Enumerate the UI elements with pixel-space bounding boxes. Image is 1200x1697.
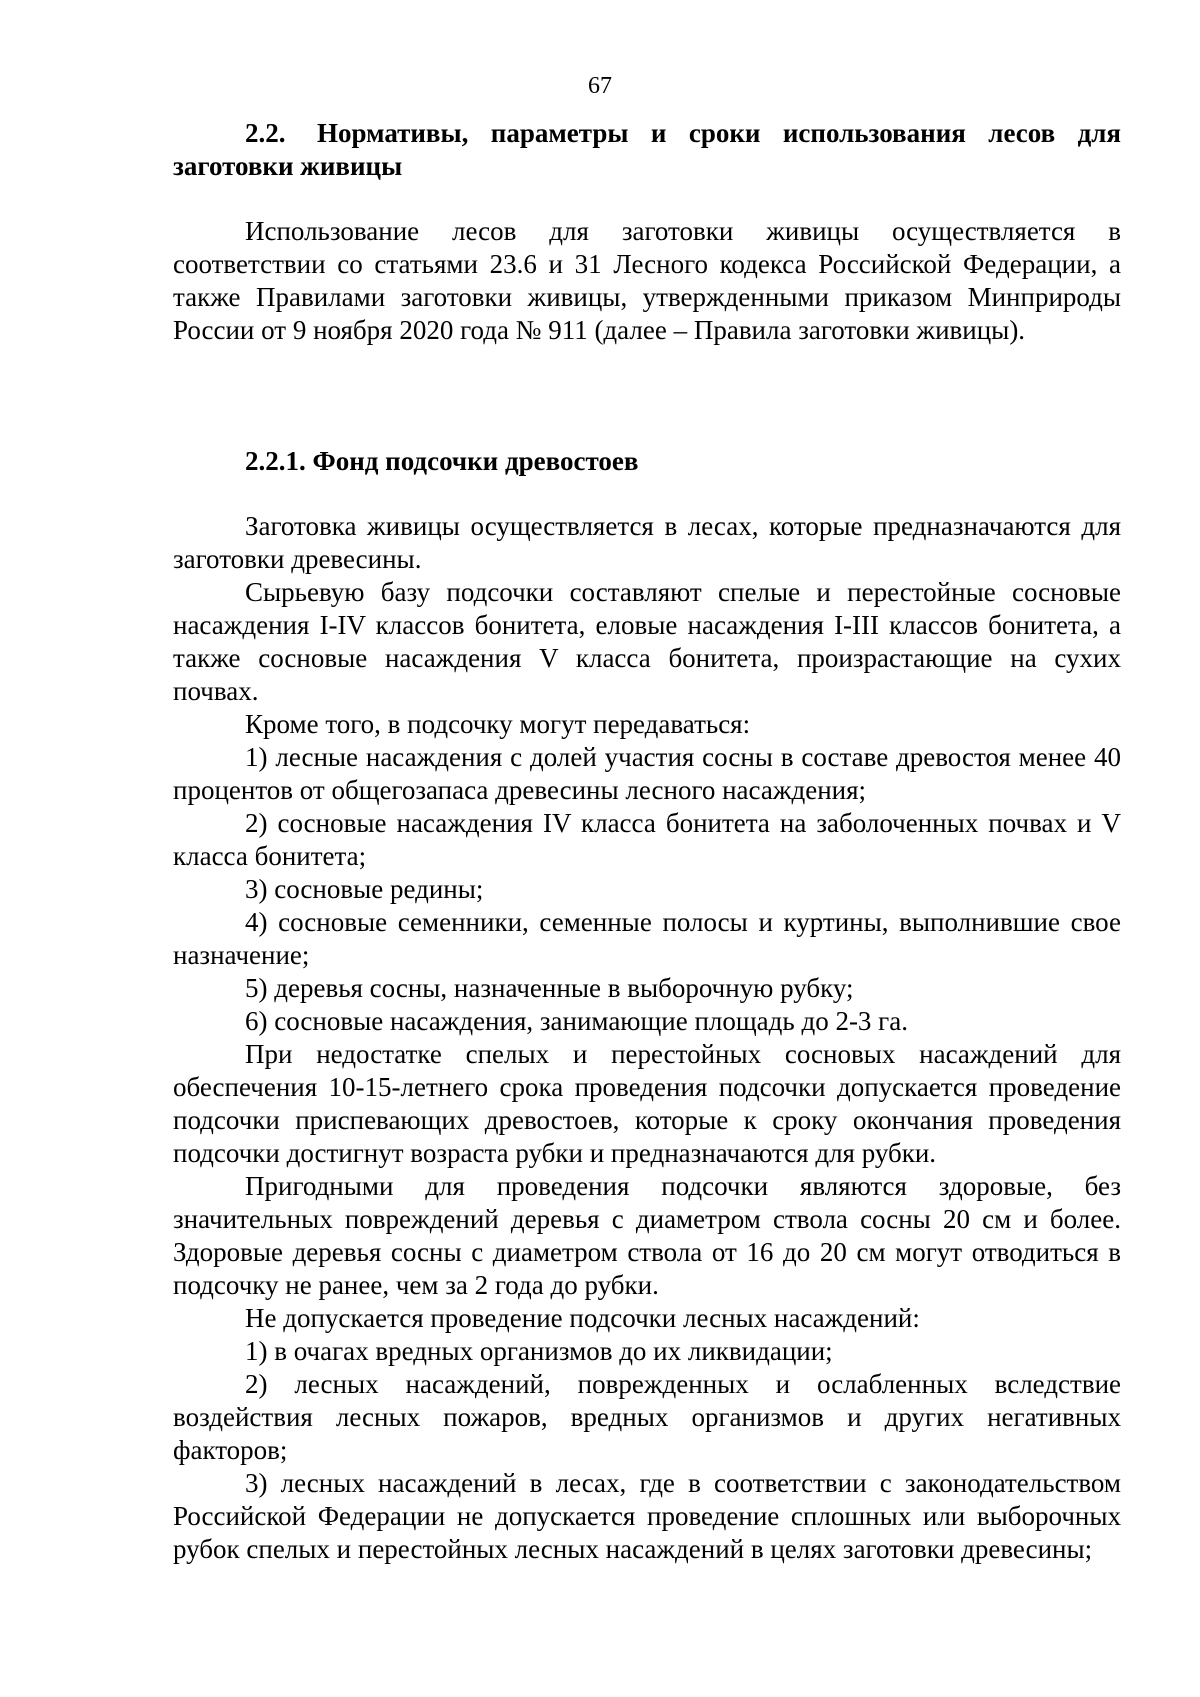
list-item: 1) лесные насаждения с долей участия сосны в составе древостоя менее 40 процентов от общегозапаса древесины лесного насаждения; [173, 742, 1121, 805]
paragraph: Не допускается проведение подсочки лесных насаждений: [245, 1303, 920, 1333]
paragraph: Пригодными для проведения подсочки являются здоровые, без значительных повреждений деревья с диаметром ствола сосны 20 см и более. Здоровые деревья сосны с диаметром ствола от 16 до 20 см могут отводиться в подсочку не ранее, чем за 2 года до рубки. [173, 1171, 1121, 1300]
section-title: Нормативы, параметры и сроки использования лесов для заготовки живицы [173, 118, 1121, 181]
subsection-heading: 2.2.1. Фонд подсочки древостоев [245, 446, 639, 476]
list-item: 1) в очагах вредных организмов до их ликвидации; [245, 1336, 833, 1366]
page-number: 67 [588, 73, 612, 99]
page-content [173, 117, 1121, 1566]
list-item: 2) сосновые насаждения IV класса бонитета на заболоченных почвах и V класса бонитета; [173, 808, 1121, 871]
list-item: 4) сосновые семенники, семенные полосы и куртины, выполнившие свое назначение; [173, 907, 1121, 970]
section-number: 2.2. [245, 118, 286, 148]
paragraph: Сырьевую базу подсочки составляют спелые и перестойные сосновые насаждения I-IV классов бонитета, еловые насаждения I-III классов бонитета, а также сосновые насаждения V класса бонитета, произрастающие на сухих почвах. [173, 577, 1121, 706]
paragraph: Заготовка живицы осуществляется в лесах, которые предназначаются для заготовки древесины. [173, 511, 1121, 574]
section-intro-paragraph: Использование лесов для заготовки живицы осуществляется в соответствии со статьями 23.6 и 31 Лесного кодекса Российской Федерации, а также Правилами заготовки живицы, утвержденными приказом Минприроды России от 9 ноября 2020 года № 911 (далее – Правила заготовки живицы). [173, 216, 1121, 345]
list-item: 3) лесных насаждений в лесах, где в соответствии с законодательством Российской Федерации не допускается проведение сплошных или выборочных рубок спелых и перестойных лесных насаждений в целях заготовки древесины; [173, 1468, 1121, 1564]
list-item: 3) сосновые редины; [245, 874, 484, 904]
section-heading [173, 117, 1121, 183]
list-item: 5) деревья сосны, назначенные в выборочную рубку; [245, 973, 854, 1003]
paragraph: Кроме того, в подсочку могут передаваться: [245, 709, 751, 739]
list-item: 6) сосновые насаждения, занимающие площадь до 2-3 га. [245, 1006, 908, 1036]
paragraph: При недостатке спелых и перестойных сосновых насаждений для обеспечения 10-15-летнего срока проведения подсочки допускается проведение подсочки приспевающих древостоев, которые к сроку окончания проведения подсочки достигнут возраста рубки и предназначаются для рубки. [173, 1039, 1121, 1168]
list-item: 2) лесных насаждений, поврежденных и ослабленных вследствие воздействия лесных пожаров, вредных организмов и других негативных факторов; [173, 1369, 1121, 1465]
